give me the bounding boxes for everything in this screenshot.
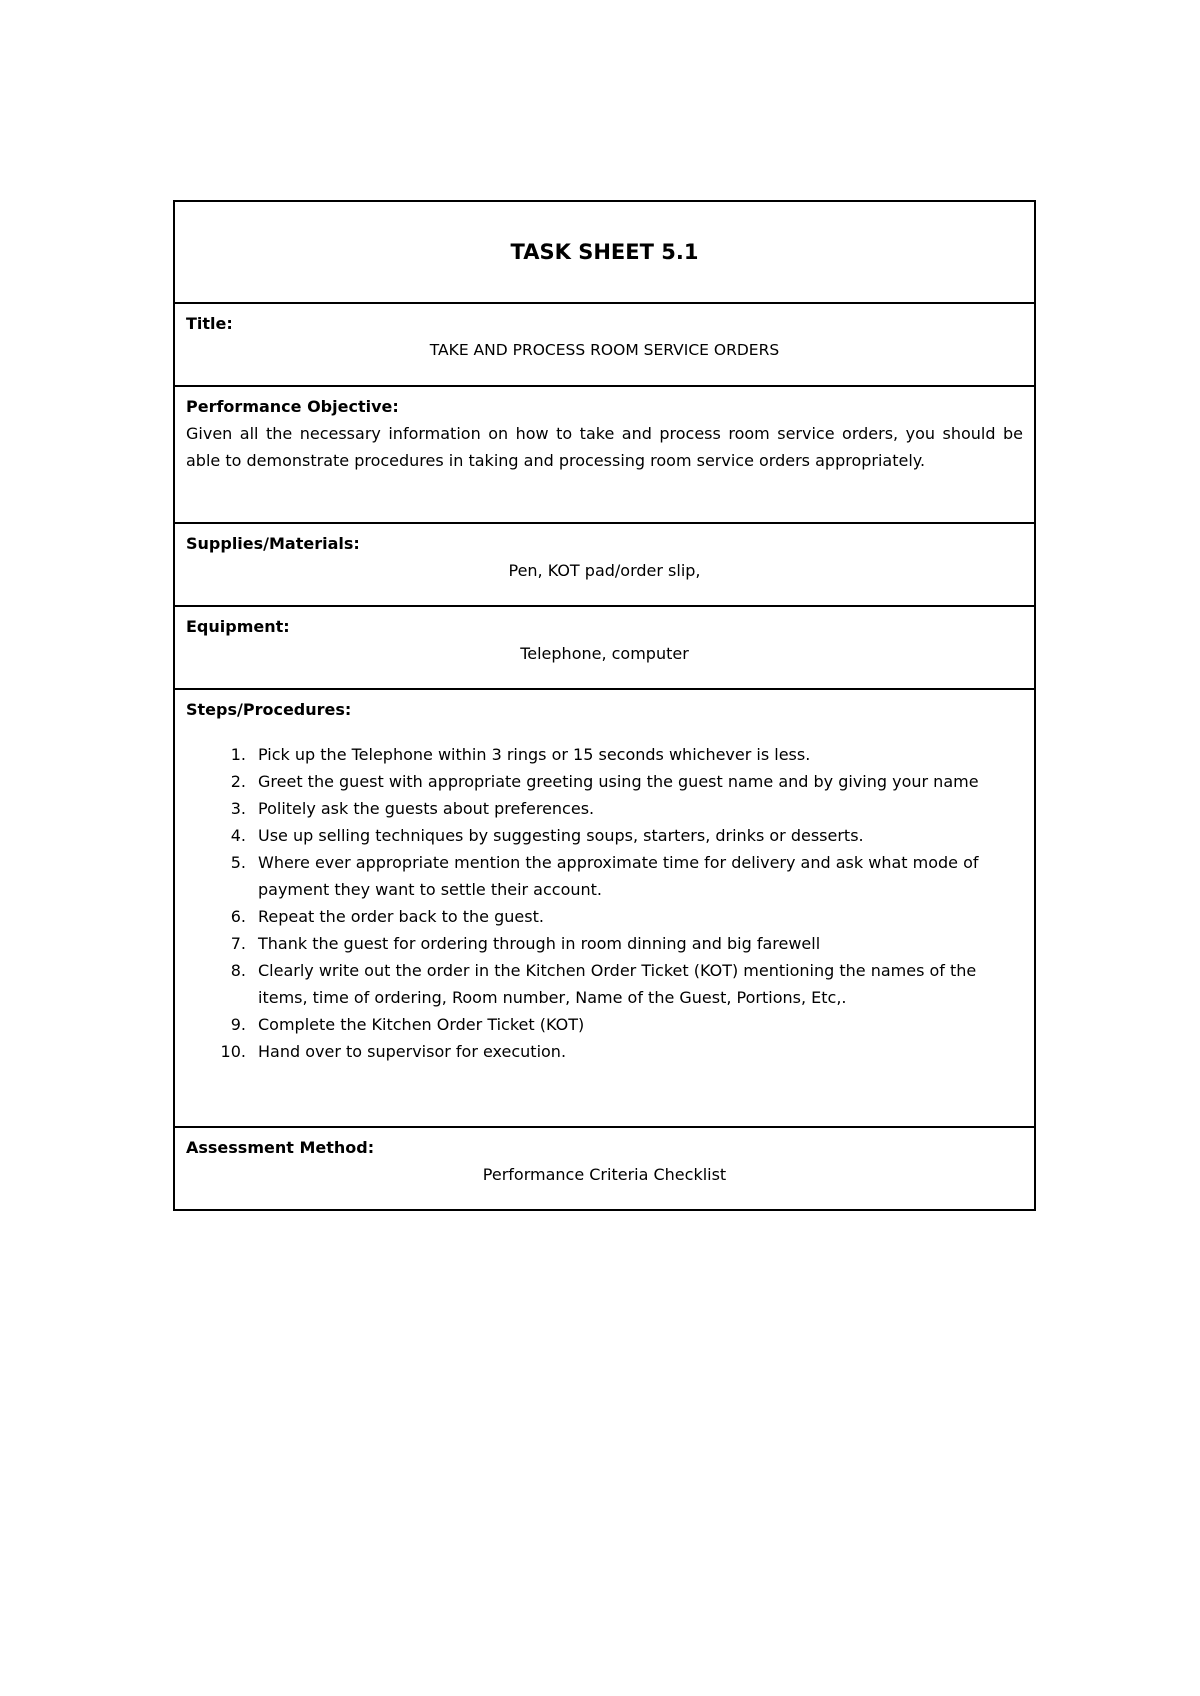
title-value: TAKE AND PROCESS ROOM SERVICE ORDERS (429, 341, 780, 359)
step-text: Use up selling techniques by suggesting soups, starters, drinks or desserts. (258, 826, 864, 845)
supplies-section (175, 524, 1034, 607)
step-item (186, 957, 1023, 1011)
step-number: 10. (220, 1042, 246, 1061)
step-number: 9. (230, 1015, 246, 1034)
equipment-value: Telephone, computer (520, 644, 689, 663)
step-text: Complete the Kitchen Order Ticket (KOT) (258, 1015, 585, 1034)
step-text: Hand over to supervisor for execution. (258, 1042, 567, 1061)
supplies-label: Supplies/Materials: (186, 534, 360, 553)
sheet-header (175, 202, 1034, 304)
equipment-label: Equipment: (186, 617, 290, 636)
assessment-value: Performance Criteria Checklist (482, 1165, 727, 1184)
objective-section (175, 387, 1034, 524)
step-item (186, 849, 1023, 903)
title-section (175, 304, 1034, 387)
step-text: Thank the guest for ordering through in room dinning and big farewell (258, 934, 821, 953)
task-sheet (173, 200, 1036, 1211)
supplies-value: Pen, KOT pad/order slip, (508, 561, 701, 580)
step-text: Politely ask the guests about preferences. (258, 799, 595, 818)
step-number: 1. (230, 745, 246, 764)
step-item (186, 741, 1023, 768)
step-item (186, 768, 1023, 795)
step-number: 6. (230, 907, 246, 926)
objective-label: Performance Objective: (186, 397, 399, 416)
title-label: Title: (186, 314, 233, 333)
steps-section (175, 690, 1034, 1128)
step-text: Greet the guest with appropriate greeting using the guest name and by giving your name (258, 772, 979, 791)
step-item (186, 903, 1023, 930)
step-item (186, 822, 1023, 849)
step-number: 8. (230, 961, 246, 980)
step-text: Pick up the Telephone within 3 rings or 15 seconds whichever is less. (258, 745, 811, 764)
step-text: Repeat the order back to the guest. (258, 907, 544, 926)
sheet-heading: TASK SHEET 5.1 (510, 240, 699, 264)
step-item (186, 795, 1023, 822)
step-number: 5. (230, 853, 246, 872)
equipment-section (175, 607, 1034, 690)
step-number: 7. (230, 934, 246, 953)
step-item (186, 1038, 1023, 1065)
step-text: Where ever appropriate mention the approximate time for delivery and ask what mode of payment they want to settle their account. (258, 853, 979, 899)
step-number: 3. (230, 799, 246, 818)
assessment-label: Assessment Method: (186, 1138, 375, 1157)
assessment-section (175, 1128, 1034, 1209)
steps-list (186, 741, 1023, 1065)
step-item (186, 1011, 1023, 1038)
step-number: 2. (230, 772, 246, 791)
step-item (186, 930, 1023, 957)
step-number: 4. (230, 826, 246, 845)
objective-text: Given all the necessary information on how to take and process room service orders, you should be able to demonstrate procedures in taking and processing room service orders appropriately. (186, 424, 1023, 470)
step-text: Clearly write out the order in the Kitchen Order Ticket (KOT) mentioning the names of the items, time of ordering, Room number, Name of the Guest, Portions, Etc,. (258, 961, 977, 1007)
steps-label: Steps/Procedures: (186, 700, 352, 719)
